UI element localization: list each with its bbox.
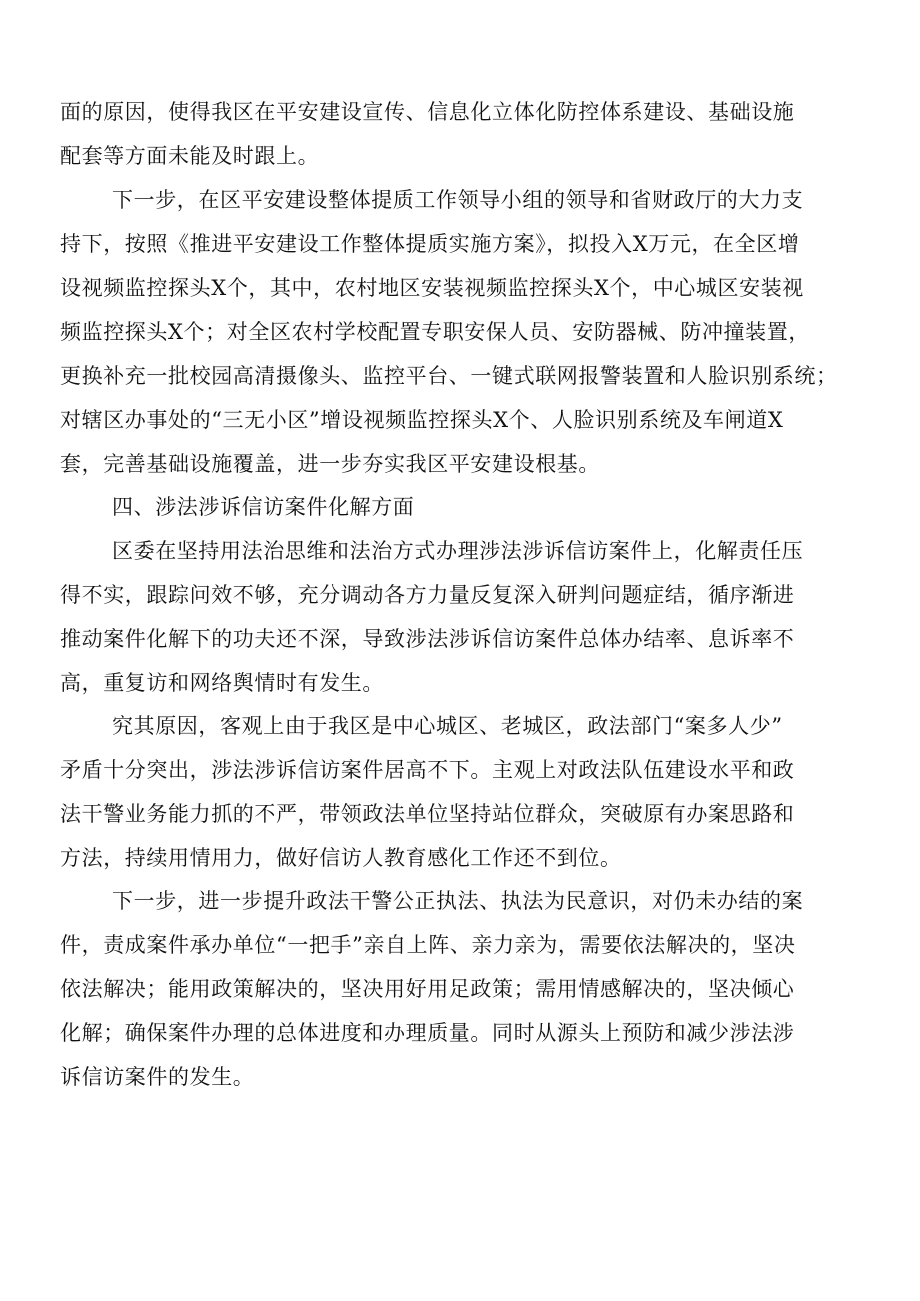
text-line: 件，责成案件承办单位“一把手”亲自上阵、亲力亲为，需要依法解决的，坚决 bbox=[60, 933, 796, 957]
text-line: 持下，按照《推进平安建设工作整体提质实施方案》，拟投入X万元，在全区增 bbox=[60, 232, 800, 256]
text-line: 套，完善基础设施覆盖，进一步夯实我区平安建设根基。 bbox=[60, 452, 600, 476]
text-line: 高，重复访和网络舆情时有发生。 bbox=[60, 671, 384, 695]
text-line: 法干警业务能力抓的不严，带领政法单位坚持站位群众，突破原有办案思路和 bbox=[60, 802, 795, 826]
text-line: 矛盾十分突出，涉法涉诉信访案件居高不下。主观上对政法队伍建设水平和政 bbox=[60, 758, 795, 782]
text-line: 依法解决；能用政策解决的，坚决用好用足政策；需用情感解决的，坚决倾心 bbox=[60, 977, 795, 1001]
text-line: 得不实，跟踪问效不够，充分调动各方力量反复深入研判问题症结，循序渐进 bbox=[60, 583, 795, 607]
text-line: 区委在坚持用法治思维和法治方式办理涉法涉诉信访案件上，化解责任压 bbox=[112, 539, 804, 563]
text-line: 推动案件化解下的功夫还不深，导致涉法涉诉信访案件总体办结率、息诉率不 bbox=[60, 627, 795, 651]
text-line: 究其原因，客观上由于我区是中心城区、老城区，政法部门“案多人少” bbox=[112, 714, 783, 738]
section-heading: 四、涉法涉诉信访案件化解方面 bbox=[112, 495, 415, 519]
text-line: 方法，持续用情用力，做好信访人教育感化工作还不到位。 bbox=[60, 846, 622, 870]
text-line: 化解；确保案件办理的总体进度和办理质量。同时从源头上预防和减少涉法涉 bbox=[60, 1021, 795, 1045]
text-line: 对辖区办事处的“三无小区”增设视频监控探头X个、人脸识别系统及车闸道X bbox=[60, 408, 784, 432]
text-line: 配套等方面未能及时跟上。 bbox=[60, 144, 320, 168]
text-line: 诉信访案件的发生。 bbox=[60, 1065, 255, 1089]
text-line: 下一步，进一步提升政法干警公正执法、执法为民意识，对仍未办结的案 bbox=[112, 889, 804, 913]
text-line: 频监控探头X个；对全区农村学校配置专职安保人员、安防器械、防冲撞装置， bbox=[60, 320, 810, 344]
text-line: 更换补充一批校园高清摄像头、监控平台、一键式联网报警装置和人脸识别系统； bbox=[60, 364, 838, 388]
text-line: 面的原因，使得我区在平安建设宣传、信息化立体化防控体系建设、基础设施 bbox=[60, 100, 795, 124]
text-line: 设视频监控探头X个，其中，农村地区安装视频监控探头X个，中心城区安装视 bbox=[60, 276, 804, 300]
text-line: 下一步，在区平安建设整体提质工作领导小组的领导和省财政厅的大力支 bbox=[112, 188, 804, 212]
